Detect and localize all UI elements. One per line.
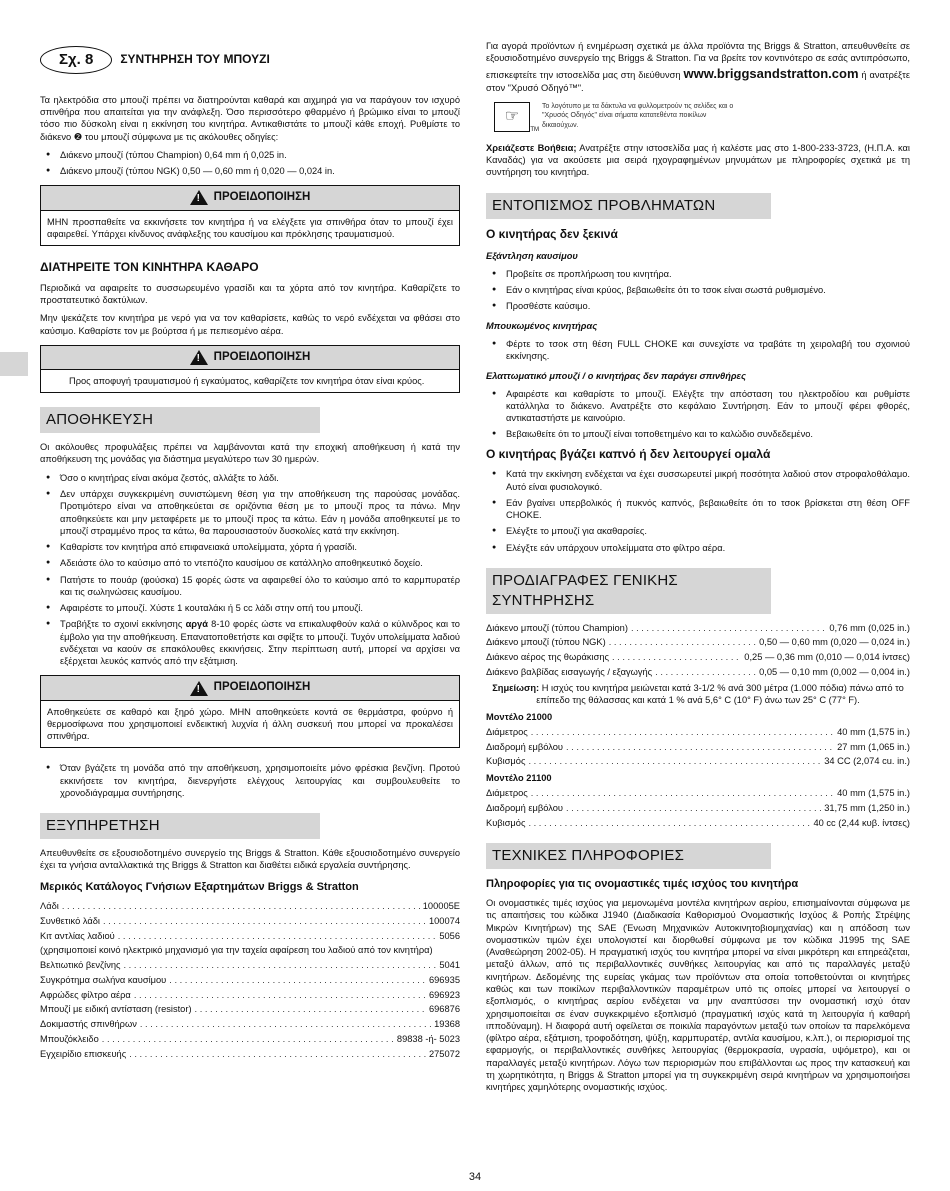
fuel-list (486, 268, 910, 313)
no-start-heading: Ο κινητήρας δεν ξεκινά (486, 226, 618, 241)
warning-text: Αποθηκεύετε σε καθαρό και ξηρό χώρο. ΜΗΝ αποθηκεύετε κοντά σε θερμάστρα, φούρνο ή θερμοσίφωνα που χρησιμοποιεί ενδεικτική λυχνία ή άλλη συσκευή που μπορεί να προκαλέσει σπινθήρα. (47, 706, 453, 742)
right-column (486, 40, 910, 1099)
list-item: ● Εάν βγαίνει υπερβολικός ή πυκνός καπνός, βεβαιωθείτε ότι το τσοκ βρίσκεται στη θέση OFF CHOKE. (486, 497, 910, 522)
model-heading: Μοντέλο 21100 (486, 772, 552, 783)
clean-engine-heading: ΔΙΑΤΗΡΕΙΤΕ ΤΟΝ ΚΙΝΗΤΗΡΑ ΚΑΘΑΡΟ (40, 260, 259, 275)
warning-icon (190, 681, 208, 696)
power-rating-text: Οι ονομαστικές τιμές ισχύος για μεμονωμένα μοντέλα κινητήρων αερίου, επισημαίνονται σύμφωνα με τις απαιτήσεις του κώδικα J1940 (Διαδικασία Καθορισμού Ονομαστικής Ισχύος & Ροπής Στρέψης Μικρών Κινητήρων) της SAE (Ένωση Μηχανικών Αυτοκινητοβιομηχανίας) και η απόδοση των ονομαστικών τιμών έχει υπολογιστεί και διορθωθεί σύμφωνα με τον κώδικα J1995 της SAE (Αναθεώρηση 2002-05). Η πραγματική ισχύς του κινητήρα μπορεί να είναι μικρότερη και επηρεάζεται, μεταξύ άλλων, από τις περιβαλλοντικές συνθήκες λειτουργίας και από τις παραλλαγές μεταξύ κινητήρων. Δεδομένης της ευρείας γκάμας των προϊόντων στα οποία τοποθετούνται οι κινητήρες καθώς και των ποικίλων περιβαλλοντικών παραμέτρων υπό τις οποίες μπορεί να λειτουργεί ο εξοπλισμός, ο κινητήρας αερίου ενδέχεται να μην αναπτύσσει την ονομαστική ισχύ όταν χρησιμοποιείται σε έναν συγκεκριμένο εξοπλισμό (πραγματική ισχύς κατά τη λειτουργία ή καθαρή ιπποδύναμη). Η διαφορά αυτή οφείλεται σε ποικιλία παραγόντων μεταξύ των οποίων τα παρελκόμενα (φίλτρο αέρα, εξάτμιση, τροφοδότηση, ψύξη, καρμπυρατέρ, αντλία καυσίμου, κ.λπ.), οι περιορισμοί της εφαρμογής, οι περιβαλλοντικές συνθήκες λειτουργίας (θερμοκρασία, υγρασία, υψόμετρο), και οι παραλλαγές μεταξύ κινητήρων. Λόγω των περιορισμών που επιβάλλονται ως προς την κατασκευή και τη χωρητικότητα, η Briggs & Stratton μπορεί για τη συγκεκριμένη σειρά κινητήρων να χρησιμοποιήσει κινητήρες χαμηλότερης ονομαστικής ισχύος. (486, 898, 910, 1093)
list-item: Δοκιμαστής σπινθήρων . . . 19368 (40, 1018, 460, 1030)
spark-heading: Ελαττωματικό μπουζί / ο κινητήρας δεν παράγει σπινθήρες (486, 371, 746, 382)
model-specs (486, 726, 910, 768)
list-item: Βελτιωτικό βενζίνης . . . 5041 (40, 959, 460, 971)
figure-heading (40, 46, 460, 74)
warning-box (40, 185, 460, 246)
list-item: Εγχειρίδιο επισκευής . . . 275072 (40, 1048, 460, 1060)
list-item: ● Αφαιρέστε και καθαρίστε το μπουζί. Ελέγξτε την απόσταση του ηλεκτροδίου και ρυθμίστε κατάλληλα το διάκενο. Ανατρέξτε στο κεφάλαιο Συντήρηση. Εάν το μπουζί φέρει φθορές, αντικαταστήστε με καινούριο. (486, 388, 910, 425)
model-specs (486, 787, 910, 829)
storage-heading: ΑΠΟΘΗΚΕΥΣΗ (40, 407, 320, 433)
list-item: ● Καθαρίστε τον κινητήρα από επιφανειακά υπολείμματα, χόρτα ή γρασίδι. (40, 541, 460, 553)
list-item: ● Δεν υπάρχει συγκεκριμένη συνιστώμενη θέση για την αποθήκευση της παρούσας μονάδας. Προτιμότερο είναι να αποθηκεύεται σε οριζόντια θέση με το μπουζί προς τα πάνω. Μην αποθηκεύετε και μην μεταφέρετε με το μπουζί προς τα κάτω. Εάν η μονάδα αποθηκευτεί με το μπουζί στραμμένο προς τα κάτω, θα παρουσιαστούν δυσκολίες κατά την εκκίνηση. (40, 488, 460, 537)
warning-title: ΠΡΟΕΙΔΟΠΟΙΗΣΗ (213, 681, 311, 694)
warning-text: Προς αποφυγή τραυματισμού ή εγκαύματος, καθαρίζετε τον κινητήρα όταν είναι κρύος. (69, 376, 425, 387)
model-heading: Μοντέλο 21000 (486, 711, 553, 722)
spec-row: Διάκενο μπουζί (τύπου NGK) . . . 0,50 — 0,60 mm (0,020 — 0,024 in.) (486, 636, 910, 648)
list-item: ● Διάκενο μπουζί (τύπου NGK) 0,50 — 0,60 mm ή 0,020 — 0,024 in. (40, 165, 460, 177)
list-item: ● Διάκενο μπουζί (τύπου Champion) 0,64 mm ή 0,025 in. (40, 149, 460, 161)
flooded-list (486, 338, 910, 363)
warning-title: ΠΡΟΕΙΔΟΠΟΙΗΣΗ (213, 191, 311, 204)
section-tab-marker (0, 352, 28, 376)
left-column (40, 40, 460, 1063)
spec-row: Διάμετρος . . . 40 mm (1,575 in.) (486, 726, 910, 738)
dealer-text: Για αγορά προϊόντων ή ενημέρωση σχετικά με άλλα προϊόντα της Briggs & Stratton, απευθυνθείτε σε εξουσιοδοτημένο συνεργείο της Briggs & Stratton. Για να βρείτε τον κοντινότερο σε εσάς αντιπρόσωπο, επισκεφτείτε την ιστοσελίδα μας στη διεύθυνση www.briggsandstratton.com ή ανατρέξτε στον "Χρυσό Οδηγό™". (486, 41, 910, 93)
spec-row: Διαδρομή εμβόλου . . . 31,75 mm (1,250 in.) (486, 802, 910, 814)
logo-trademark-text: Το λογότυπο με τα δάκτυλα να φυλλομετρούν τις σελίδες και ο "Χρυσός Οδηγός" είναι σήματα κατατεθέντα ποικίλων δικαιούχων. (542, 102, 734, 129)
spec-row: Κυβισμός . . . 34 CC (2,074 cu. in.) (486, 755, 910, 767)
paragraph: Μην ψεκάζετε τον κινητήρα με νερό για να τον καθαρίσετε, καθώς το νερό ενδέχεται να φθάσει στο καύσιμο. Καθαρίστε τον με βούρτσα ή με πεπιεσμένο αέρα. (40, 313, 460, 336)
figure-label: Σχ. 8 (40, 46, 112, 74)
list-item: ● Όσο ο κινητήρας είναι ακόμα ζεστός, αλλάξτε το λάδι. (40, 472, 460, 484)
spark-gap-list (40, 149, 460, 178)
spec-row: Διαδρομή εμβόλου . . . 27 mm (1,065 in.) (486, 741, 910, 753)
walking-fingers-icon: ☞ TM (494, 102, 530, 132)
flooded-heading: Μπουκωμένος κινητήρας (486, 321, 598, 332)
parts-heading: Μερικός Κατάλογος Γνήσιων Εξαρτημάτων Briggs & Stratton (40, 880, 359, 893)
list-item: Συγκρότημα σωλήνα καυσίμου . . . 696935 (40, 974, 460, 986)
spec-row: Διάκενο βαλβίδας εισαγωγής / εξαγωγής . . . 0,05 — 0,10 mm (0,002 — 0,004 in.) (486, 666, 910, 678)
warning-box (40, 345, 460, 393)
list-item: ● Αφαιρέστε το μπουζί. Χύστε 1 κουταλάκι ή 5 cc λάδι στην οπή του μπουζί. (40, 602, 460, 614)
power-rating-heading: Πληροφορίες για τις ονομαστικές τιμές ισχύος του κινητήρα (486, 877, 799, 890)
list-item: ● Προβείτε σε προπλήρωση του κινητήρα. (486, 268, 910, 280)
warning-icon (190, 190, 208, 205)
service-heading: ΕΞΥΠΗΡΕΤΗΣΗ (40, 813, 320, 839)
warning-text: ΜΗΝ προσπαθείτε να εκκινήσετε τον κινητήρα ή να ελέγξετε για σπινθήρα όταν το μπουζί έχει αφαιρεθεί. Υπάρχει κίνδυνος ανάφλεξης του καυσίμου και πρόκλησης τραυματισμού. (47, 216, 453, 239)
parts-note: (χρησιμοποιεί κοινό ηλεκτρικό μηχανισμό για την ταχεία αφαίρεση του λαδιού από τον κινητήρα) (40, 945, 433, 956)
warning-box (40, 675, 460, 748)
figure-title: ΣΥΝΤΗΡΗΣΗ ΤΟΥ ΜΠΟΥΖΙ (120, 51, 270, 66)
list-item: Μπουζί με ειδική αντίσταση (resistor) . . . 696876 (40, 1003, 460, 1015)
spark-list (486, 388, 910, 441)
yellow-pages-logo-row (494, 102, 910, 132)
list-item: ● Πατήστε το πουάρ (φούσκα) 15 φορές ώστε να αφαιρεθεί όλο το καύσιμο από το καρμπυρατέρ και τις σωληνώσεις καυσίμου. (40, 574, 460, 599)
tech-info-heading: ΤΕΧΝΙΚΕΣ ΠΛΗΡΟΦΟΡΙΕΣ (486, 843, 771, 869)
after-storage-list (40, 762, 460, 799)
list-item: Αφρώδες φίλτρο αέρα . . . 696923 (40, 989, 460, 1001)
list-item: Κιτ αντλίας λαδιού . . . 5056 (40, 930, 460, 942)
fuel-heading: Εξάντληση καυσίμου (486, 251, 578, 262)
list-item: ● Αδειάστε όλο το καύσιμο από το ντεπόζιτο καυσίμου σε κατάλληλο αποθηκευτικό δοχείο. (40, 557, 460, 569)
list-item: ● Όταν βγάζετε τη μονάδα από την αποθήκευση, χρησιμοποιείτε μόνο φρέσκια βενζίνη. Προτού εκκινήσετε τον κινητήρα, διενεργήστε ελέγχους λειτουργίας και συμβουλευθείτε το χρονοδιάγραμμα συντήρησης. (40, 762, 460, 799)
list-item: ● Κατά την εκκίνηση ενδέχεται να έχει συσσωρευτεί μικρή ποσότητα λαδιού στον στροφαλοθάλαμο. Αυτό είναι φυσιολογικό. (486, 468, 910, 493)
spec-row: Κυβισμός . . . 40 cc (2,44 κυβ. ίντσες) (486, 817, 910, 829)
specs-heading: ΠΡΟΔΙΑΓΡΑΦΕΣ ΓΕΝΙΚΗΣ ΣΥΝΤΗΡΗΣΗΣ (486, 568, 771, 614)
help-text: Χρειάζεστε Βοήθεια; Ανατρέξτε στην ιστοσελίδα μας ή καλέστε μας στο 1-800-233-3723, (Η.Π.Α. και Καναδάς) για να ακούσετε μια σειρά ηχογραφημένων μηνυμάτων με πληροφορίες σχετικά με τη συντήρηση του κινητήρα. (486, 142, 910, 178)
list-item: Μπουζόκλειδο . . . 89838 -ή- 5023 (40, 1033, 460, 1045)
list-item: ● Φέρτε το τσοκ στη θέση FULL CHOKE και συνεχίστε να τραβάτε τη χειρολαβή του σχοινιού εκκίνησης. (486, 338, 910, 363)
list-item: ● Προσθέστε καύσιμο. (486, 300, 910, 312)
smoke-list (486, 468, 910, 554)
troubleshooting-heading: ΕΝΤΟΠΙΣΜΟΣ ΠΡΟΒΛΗΜΑΤΩΝ (486, 193, 771, 219)
list-item: ● Ελέγξτε εάν υπάρχουν υπολείμματα στο φίλτρο αέρα. (486, 542, 910, 554)
paragraph: Περιοδικά να αφαιρείτε το συσσωρευμένο γρασίδι και τα χόρτα από τον κινητήρα. Καθαρίζετε το προστατευτικό δακτύλιων. (40, 282, 460, 306)
list-item: ● Τραβήξτε το σχοινί εκκίνησης αργά 8-10 φορές ώστε να επικαλυφθούν καλά ο κύλινδρος και το έμβολο για την αποθήκευση. Επανατοποθετήστε και σφίξτε το μπουζί. Τυχόν υπολείμματα λαδιού ενδέχεται να καούν σε επακόλουθες εκκινήσεις. Στην περίπτωση αυτή, μπορεί να αρχίσει να εξέρχεται λευκός καπνός από την εξάτμιση. (40, 618, 460, 667)
parts-list (40, 900, 460, 1060)
list-item: ● Εάν ο κινητήρας είναι κρύος, βεβαιωθείτε ότι το τσοκ είναι σωστά ρυθμισμένο. (486, 284, 910, 296)
warning-icon (190, 350, 208, 365)
spec-row: Διάμετρος . . . 40 mm (1,575 in.) (486, 787, 910, 799)
spark-plug-intro: Τα ηλεκτρόδια στο μπουζί πρέπει να διατηρούνται καθαρά και αιχμηρά για να παράγουν τον ισχυρό σπινθήρα που απαιτείται για την ανάφλεξη. Όσο περισσότερο φθαρμένο ή βρώμικο είναι το μπουζί τόσο πιο δύσκολη είναι η εκκίνηση του κινητήρα. Αντικαθιστάτε το μπουζί κάθε εποχή. Ρυθμίστε το διάκενο ❷ του μπουζί σύμφωνα με τις ακόλουθες οδηγίες: (40, 94, 460, 142)
website-link[interactable]: www.briggsandstratton.com (683, 65, 859, 81)
list-item: ● Ελέγξτε το μπουζί για ακαθαρσίες. (486, 525, 910, 537)
list-item: Συνθετικό λάδι . . . 100074 (40, 915, 460, 927)
altitude-note: Σημείωση: Η ισχύς του κινητήρα μειώνεται κατά 3-1/2 % ανά 300 μέτρα (1.000 πόδια) πάνω από το επίπεδο της θάλασσας και κατά 1 % ανά 5,6° C (10° F) άνω των 25° C (77° F). (492, 683, 904, 706)
list-item: ● Βεβαιωθείτε ότι το μπουζί είναι τοποθετημένο και το καλώδιο συνδεδεμένο. (486, 428, 910, 440)
warning-title: ΠΡΟΕΙΔΟΠΟΙΗΣΗ (213, 350, 311, 363)
spec-row: Διάκενο μπουζί (τύπου Champion) . . . 0,76 mm (0,025 in.) (486, 622, 910, 634)
page-number: 34 (468, 1171, 482, 1183)
specs-list (486, 622, 910, 679)
list-item: Λάδι . . . 100005E (40, 900, 460, 912)
storage-list (40, 472, 460, 668)
spec-row: Διάκενο αέρος της θωράκισης . . . 0,25 — 0,36 mm (0,010 — 0,014 ίντσες) (486, 651, 910, 663)
service-text: Απευθυνθείτε σε εξουσιοδοτημένο συνεργείο της Briggs & Stratton. Κάθε εξουσιοδοτημένο συνεργείο έχει τα γνήσια ανταλλακτικά της Briggs & Stratton και διαθέτει ειδικά εργαλεία συντήρησης. (40, 848, 460, 871)
smoke-heading: Ο κινητήρας βγάζει καπνό ή δεν λειτουργεί ομαλά (486, 446, 771, 461)
storage-intro: Οι ακόλουθες προφυλάξεις πρέπει να λαμβάνονται κατά την εποχική αποθήκευση ή κατά την αποθήκευση της μονάδας για διάστημα μεγαλύτερο των 30 ημερών. (40, 442, 460, 465)
